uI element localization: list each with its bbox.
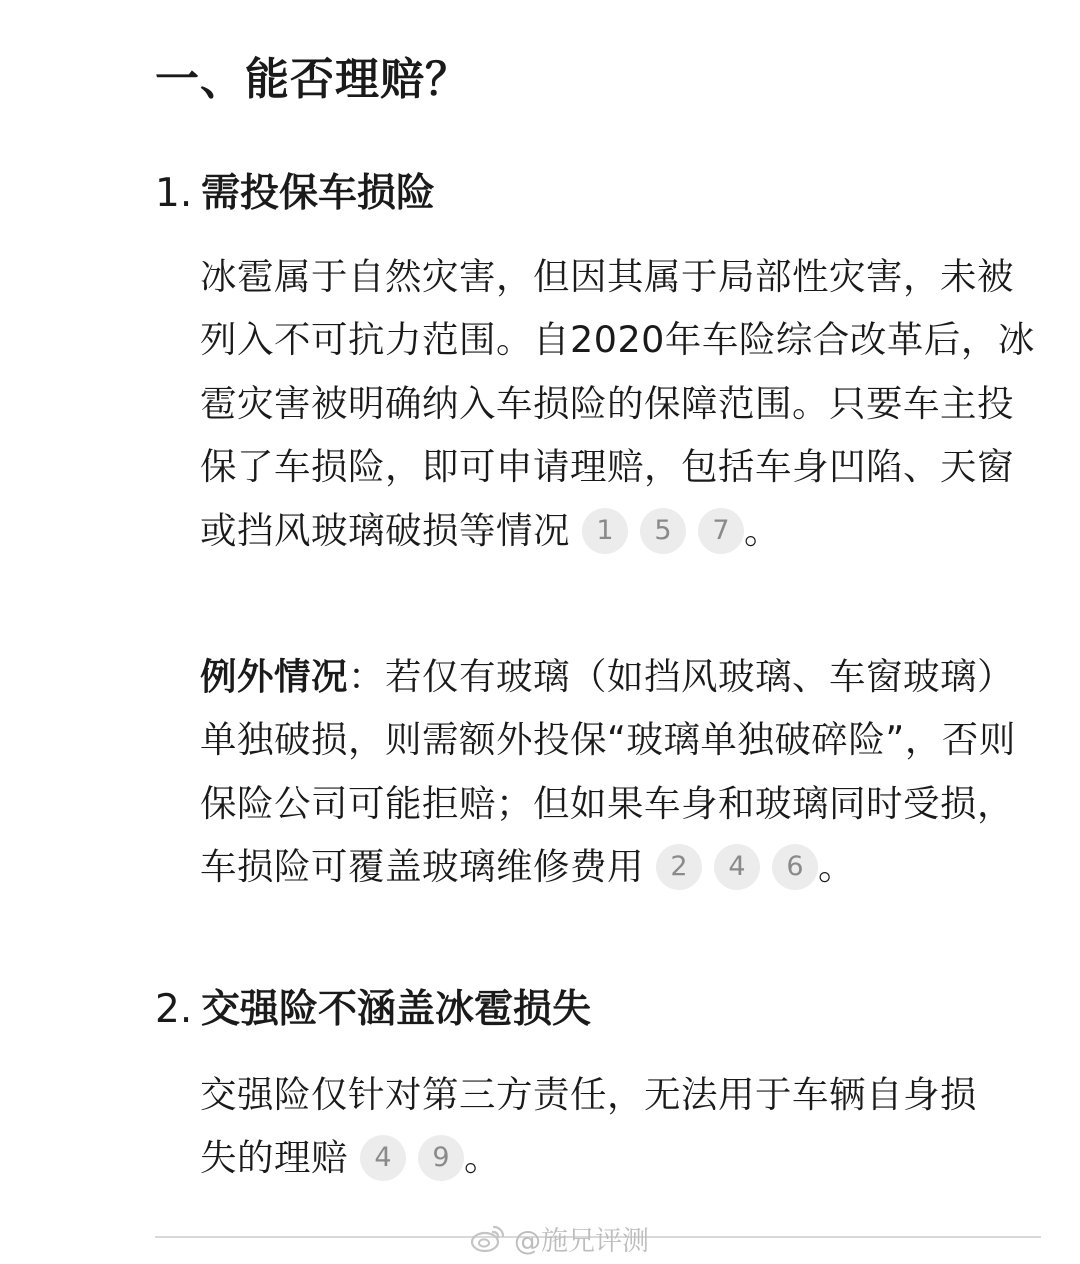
- watermark: [470, 1218, 649, 1258]
- paragraph-text: ：若仅有玻璃（如挡风玻璃、车窗玻璃）单独破损，则需额外投保“玻璃单独破碎险”，否则保险公司可能拒赔；但如果车身和玻璃同时受损，车损险可覆盖玻璃维修费用: [200, 655, 1016, 889]
- list-item-2-title: [155, 980, 591, 1040]
- paragraph-2: [200, 645, 1050, 899]
- paragraph-1: [200, 245, 1050, 562]
- citation-badge[interactable]: 5: [640, 508, 686, 554]
- citation-badge[interactable]: 1: [582, 508, 628, 554]
- paragraph-text: 交强险仅针对第三方责任，无法用于车辆自身损失的理赔: [200, 1073, 977, 1180]
- paragraph-end: 。: [818, 845, 855, 889]
- list-number: 1.: [155, 171, 193, 216]
- citation-badge[interactable]: 4: [714, 844, 760, 890]
- paragraph-text: 冰雹属于自然灾害，但因其属于局部性灾害，未被列入不可抗力范围。自2020年车险综合改革后，冰雹灾害被明确纳入车损险的保障范围。只要车主投保了车损险，即可申请理赔，包括车身凹陷、天窗或挡风玻璃破损等情况: [200, 255, 1035, 552]
- paragraph-end: 。: [464, 1136, 501, 1180]
- paragraph-end: 。: [744, 508, 781, 552]
- exception-label: 例外情况: [200, 655, 348, 698]
- list-item-1-title: [155, 164, 435, 224]
- list-item-heading: 需投保车损险: [201, 171, 436, 216]
- citation-badge[interactable]: 6: [772, 844, 818, 890]
- paragraph-3: [200, 1063, 1000, 1190]
- list-item-heading: 交强险不涵盖冰雹损失: [201, 987, 592, 1032]
- watermark-text: @施兄评测: [514, 1225, 649, 1257]
- citation-badge[interactable]: 7: [698, 508, 744, 554]
- citation-badge[interactable]: 4: [360, 1135, 406, 1181]
- citation-badge[interactable]: 2: [656, 844, 702, 890]
- citation-badge[interactable]: 9: [418, 1135, 464, 1181]
- section-heading: 一、能否理赔？: [155, 54, 470, 105]
- list-number: 2.: [155, 987, 193, 1032]
- weibo-icon: [470, 1223, 506, 1253]
